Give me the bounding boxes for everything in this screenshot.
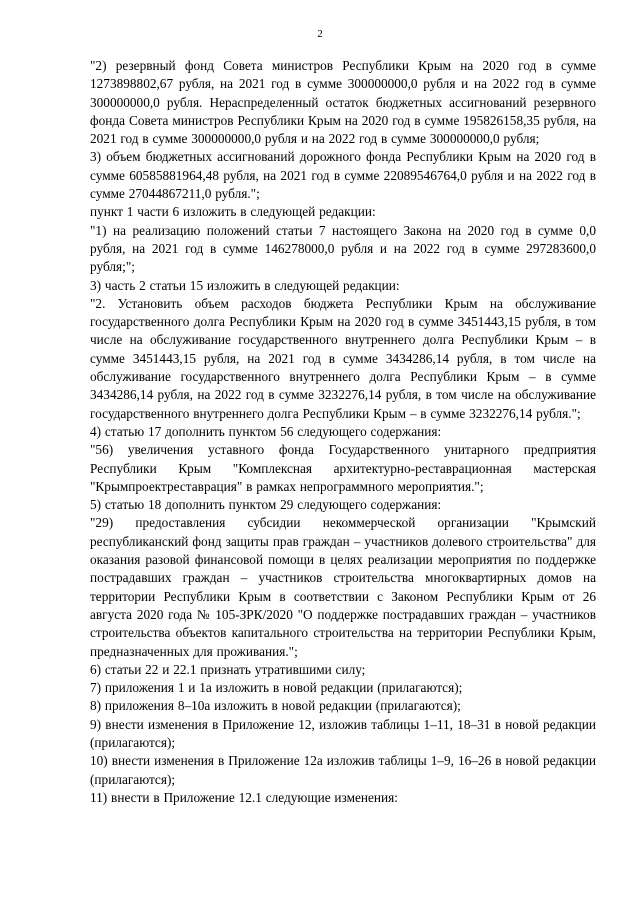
paragraph-item-1-part-6: пункт 1 части 6 изложить в следующей редакции: [90,204,376,220]
paragraph-appendix-12a: 10) внести изменения в Приложение 12а изложив таблицы 1–9, 16–26 в новой редакции (прилагаются); [90,753,596,787]
paragraph-debt-service: "2. Установить объем расходов бюджета Республики Крым на обслуживание государственного долга Республики Крым на 2020 год в сумме 3451443,15 рубля, в том числе на обслуживание государственного внутреннего долга Республики Крым – в сумме 3451443,15 рубля, на 2021 год в сумме 3434286,14 рубля, в том числе на обслуживание государственного внутреннего долга Республики Крым – в сумме 3434286,14 рубля, на 2022 год в сумме 3232276,14 рубля, в том числе на обслуживание государственного внутреннего долга Республики Крым – в сумме 3232276,14 рубля."; [90,295,596,421]
paragraph-appendix-1: 7) приложения 1 и 1а изложить в новой редакции (прилагаются); [90,680,463,696]
document-body [90,57,596,807]
paragraph-item-29-content: "29) предоставления субсидии некоммерческой организации "Крымский республиканский фонд защиты прав граждан – участников долевого строительства" для оказания разовой финансовой помощи в целях реализации мероприятия по поддержке пострадавших граждан – участников строительства многоквартирных домов на территории Республики Крым в соответствии с Законом Республики Крым от 26 августа 2020 года № 105-ЗРК/2020 "О поддержке пострадавших граждан – участников строительства объектов капитального строительства на территории Республики Крым, предназначенных для проживания."; [90,515,596,659]
page-number: 2 [317,28,323,40]
paragraph-articles-22-repeal: 6) статьи 22 и 22.1 признать утратившими силу; [90,661,366,677]
paragraph-article-17-item-56: 4) статью 17 дополнить пунктом 56 следующего содержания: [90,423,442,439]
paragraph-appendix-12: 9) внести изменения в Приложение 12, изложив таблицы 1–11, 18–31 в новой редакции (прилагаются); [90,716,596,750]
paragraph-road-fund: 3) объем бюджетных ассигнований дорожного фонда Республики Крым на 2020 год в сумме 60585881964,48 рубля, на 2021 год в сумме 22089546764,0 рубля и на 2022 год в сумме 27044867211,0 рубля."; [90,149,596,202]
paragraph-appendix-12-1: 11) внести в Приложение 12.1 следующие изменения: [90,789,398,805]
paragraph-appendix-8-10a: 8) приложения 8–10а изложить в новой редакции (прилагаются); [90,698,461,714]
paragraph-reserve-fund: "2) резервный фонд Совета министров Республики Крым на 2020 год в сумме 1273898802,67 рубля, на 2021 год в сумме 300000000,0 рубля и на 2022 год в сумме 300000000,0 рубля. Нераспределенный остаток бюджетных ассигнований резервного фонда Совета министров Республики Крым на 2020 год в сумме 195826158,35 рубля, на 2021 год в сумме 300000000,0 рубля и на 2022 год в сумме 300000000,0 рубля; [90,58,596,147]
paragraph-article-7-provisions: "1) на реализацию положений статьи 7 настоящего Закона на 2020 год в сумме 0,0 рубля, на 2021 год в сумме 146278000,0 рубля и на 2022 год в сумме 297283600,0 рубля;"; [90,222,596,275]
paragraph-article-18-item-29: 5) статью 18 дополнить пунктом 29 следующего содержания: [90,497,442,513]
paragraph-item-56-content: "56) увеличения уставного фонда Государственного унитарного предприятия Республики Крым "Комплексная архитектурно-реставрационная мастерская "Крымпроектреставрация" в рамках непрограммного мероприятия."; [90,442,596,494]
paragraph-article-15-part-2: 3) часть 2 статьи 15 изложить в следующей редакции: [90,277,400,293]
